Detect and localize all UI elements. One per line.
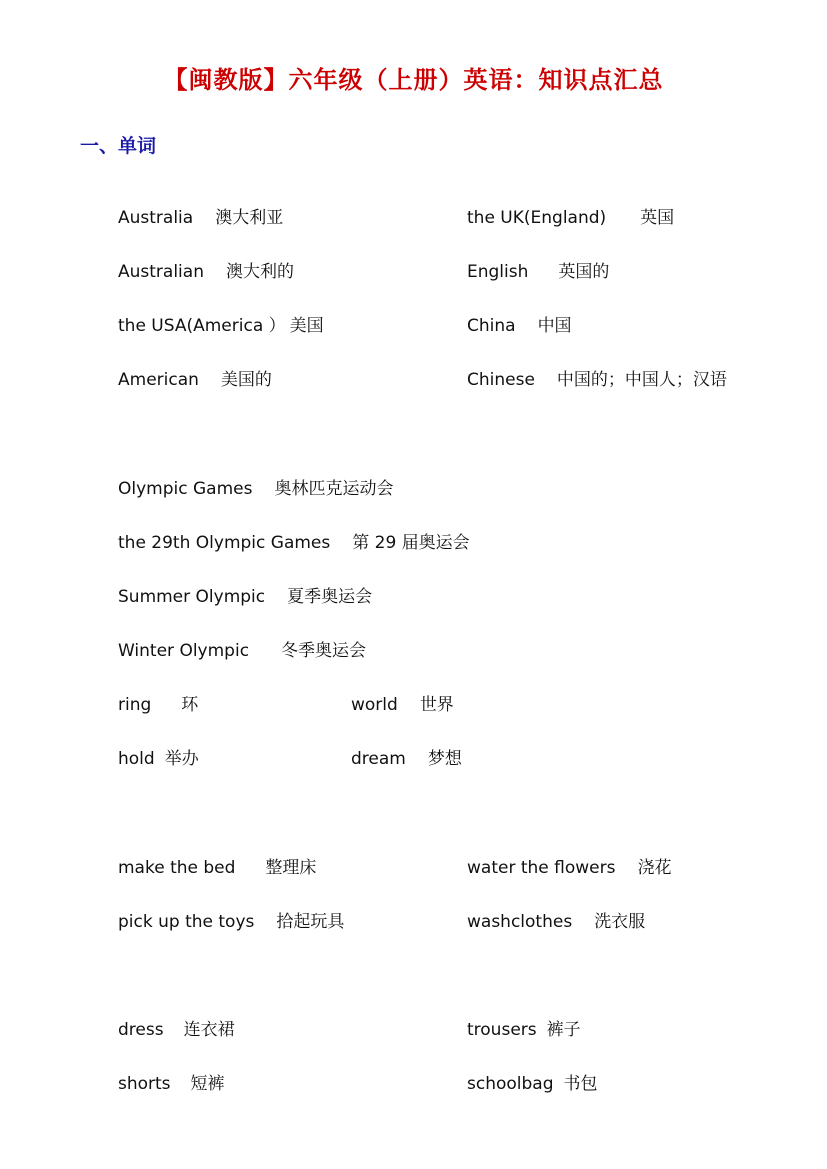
chinese-meaning: 美国 xyxy=(289,316,324,336)
english-word: China xyxy=(467,316,516,336)
chinese-meaning: 第 29 届奥运会 xyxy=(352,533,470,553)
chinese-meaning: 澳大利亚 xyxy=(215,208,284,228)
english-word: make the bed xyxy=(118,858,236,878)
chinese-meaning: 美国的 xyxy=(220,370,272,390)
vocab-entry xyxy=(467,855,671,881)
vocab-entry xyxy=(118,259,294,285)
chinese-meaning: 整理床 xyxy=(265,858,317,878)
vocab-entry xyxy=(118,1017,235,1043)
english-word: Summer Olympic xyxy=(118,587,266,607)
vocab-entry xyxy=(118,1071,225,1097)
vocab-entry xyxy=(467,1017,581,1043)
chinese-meaning: 英国 xyxy=(640,208,675,228)
english-word: Australian xyxy=(118,262,204,282)
chinese-meaning: 澳大利的 xyxy=(225,262,294,282)
vocab-entry xyxy=(467,313,572,339)
vocab-entry xyxy=(118,584,372,610)
chinese-meaning: 梦想 xyxy=(427,749,462,769)
chinese-meaning: 奥林匹克运动会 xyxy=(274,479,394,499)
chinese-meaning: 短裤 xyxy=(190,1074,225,1094)
vocab-entry xyxy=(118,530,470,556)
chinese-meaning: 冬季奥运会 xyxy=(281,641,367,661)
chinese-meaning: 英国的 xyxy=(558,262,610,282)
chinese-meaning: 拾起玩具 xyxy=(276,912,345,932)
english-word: American xyxy=(118,370,199,390)
vocab-entry xyxy=(351,746,462,772)
chinese-meaning: 举办 xyxy=(164,749,199,769)
english-word: the USA(America ） xyxy=(118,316,286,336)
english-word: Chinese xyxy=(467,370,535,390)
vocab-entry xyxy=(351,692,454,718)
vocab-entry xyxy=(118,367,272,393)
vocab-entry xyxy=(118,313,324,339)
chinese-meaning: 洗衣服 xyxy=(594,912,646,932)
vocab-entry xyxy=(467,909,645,935)
english-word: water the flowers xyxy=(467,858,616,878)
chinese-meaning: 中国的；中国人；汉语 xyxy=(556,370,727,390)
vocab-entry xyxy=(118,746,199,772)
vocab-entry xyxy=(118,909,344,935)
english-word: shorts xyxy=(118,1074,171,1094)
chinese-meaning: 书包 xyxy=(563,1074,598,1094)
vocab-entry xyxy=(467,205,674,231)
english-word: schoolbag xyxy=(467,1074,554,1094)
english-word: washclothes xyxy=(467,912,573,932)
vocab-entry xyxy=(118,855,316,881)
chinese-meaning: 浇花 xyxy=(637,858,672,878)
english-word: English xyxy=(467,262,529,282)
english-word: dream xyxy=(351,749,406,769)
vocab-entry xyxy=(467,259,609,285)
vocab-entry xyxy=(118,205,283,231)
document-title: 【闽教版】六年级（上册）英语：知识点汇总 xyxy=(163,65,664,94)
chinese-meaning: 世界 xyxy=(419,695,454,715)
vocab-entry xyxy=(118,692,198,718)
chinese-meaning: 连衣裙 xyxy=(183,1020,235,1040)
english-word: world xyxy=(351,695,398,715)
english-word: pick up the toys xyxy=(118,912,255,932)
english-word: the UK(England) xyxy=(467,208,607,228)
english-word: Australia xyxy=(118,208,194,228)
vocab-entry xyxy=(118,476,393,502)
vocab-entry xyxy=(118,638,366,664)
english-word: ring xyxy=(118,695,152,715)
chinese-meaning: 夏季奥运会 xyxy=(287,587,373,607)
section-heading-vocabulary: 一、单词 xyxy=(80,135,157,157)
chinese-meaning: 中国 xyxy=(537,316,572,336)
english-word: dress xyxy=(118,1020,164,1040)
chinese-meaning: 环 xyxy=(181,695,199,715)
vocab-entry xyxy=(467,1071,598,1097)
english-word: Winter Olympic xyxy=(118,641,250,661)
english-word: Olympic Games xyxy=(118,479,253,499)
vocab-entry xyxy=(467,367,727,393)
english-word: hold xyxy=(118,749,155,769)
chinese-meaning: 裤子 xyxy=(546,1020,581,1040)
english-word: trousers xyxy=(467,1020,537,1040)
english-word: the 29th Olympic Games xyxy=(118,533,331,553)
